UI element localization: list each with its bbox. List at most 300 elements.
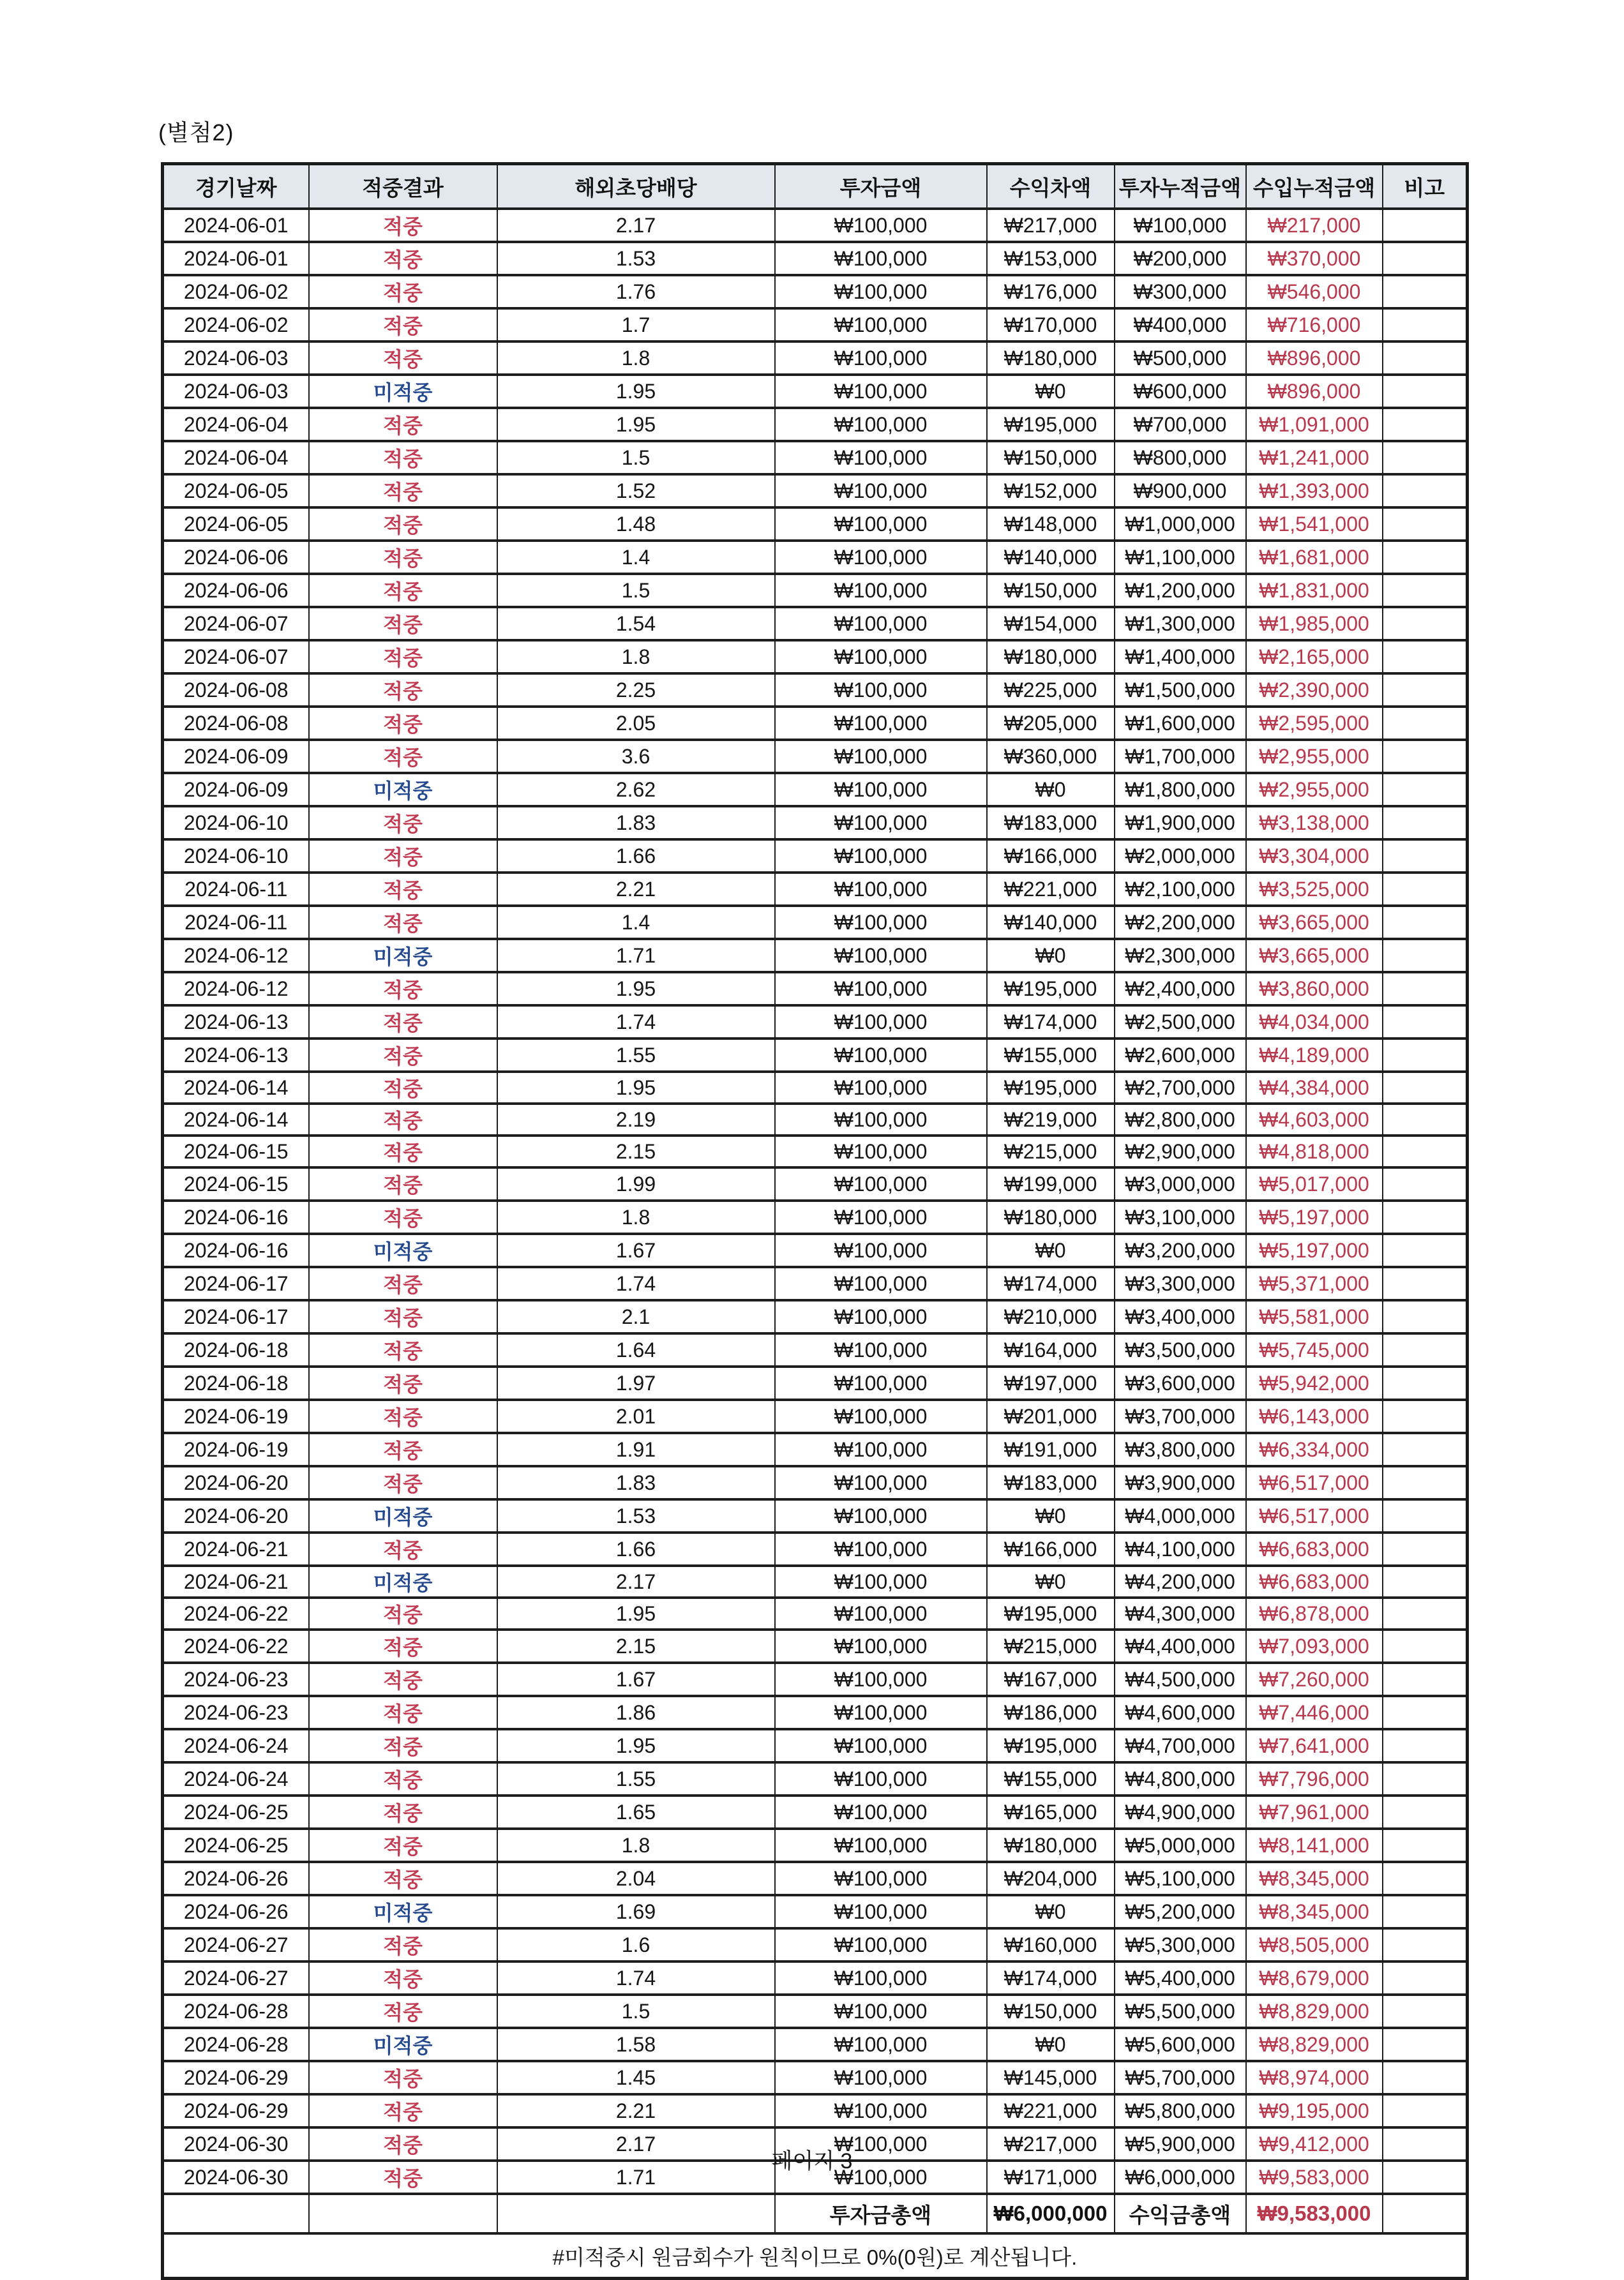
- cell-odds: 2.25: [497, 673, 775, 707]
- cell-cumulative-invest: ₩1,000,000: [1115, 507, 1246, 541]
- cell-profit: ₩195,000: [987, 1729, 1115, 1762]
- cell-invest: ₩100,000: [775, 873, 987, 906]
- table-row: [163, 574, 1468, 607]
- cell-remark: [1383, 1598, 1468, 1630]
- cell-date: 2024-06-14: [163, 1072, 309, 1104]
- cell-date: 2024-06-14: [163, 1104, 309, 1136]
- cell-odds: 1.71: [497, 2161, 775, 2194]
- cell-remark: [1383, 1039, 1468, 1072]
- cell-odds: 2.01: [497, 1400, 775, 1433]
- table-row: [163, 1663, 1468, 1696]
- table-row: [163, 1862, 1468, 1895]
- cell-cumulative-income: ₩8,829,000: [1246, 2028, 1383, 2061]
- cell-profit: ₩201,000: [987, 1400, 1115, 1433]
- table-row: [163, 1961, 1468, 1995]
- cell-cumulative-income: ₩8,345,000: [1246, 1895, 1383, 1928]
- cell-result: 적중: [309, 1696, 497, 1729]
- cell-cumulative-income: ₩6,878,000: [1246, 1598, 1383, 1630]
- cell-remark: [1383, 1201, 1468, 1234]
- cell-date: 2024-06-08: [163, 707, 309, 740]
- cell-remark: [1383, 1167, 1468, 1201]
- cell-result: 적중: [309, 1104, 497, 1136]
- cell-cumulative-income: ₩1,541,000: [1246, 507, 1383, 541]
- cell-remark: [1383, 1533, 1468, 1566]
- cell-date: 2024-06-16: [163, 1201, 309, 1234]
- cell-remark: [1383, 1367, 1468, 1400]
- cell-cumulative-income: ₩1,681,000: [1246, 541, 1383, 574]
- cell-profit: ₩221,000: [987, 2094, 1115, 2127]
- cell-odds: 1.95: [497, 1072, 775, 1104]
- cell-cumulative-invest: ₩1,800,000: [1115, 773, 1246, 806]
- cell-odds: 1.95: [497, 375, 775, 408]
- cell-invest: ₩100,000: [775, 1928, 987, 1961]
- cell-result: 적중: [309, 1862, 497, 1895]
- cell-date: 2024-06-04: [163, 441, 309, 474]
- cell-result: 적중: [309, 1995, 497, 2028]
- cell-cumulative-invest: ₩3,400,000: [1115, 1300, 1246, 1333]
- cell-cumulative-invest: ₩4,400,000: [1115, 1630, 1246, 1663]
- table-row: [163, 1499, 1468, 1533]
- cell-profit: ₩360,000: [987, 740, 1115, 773]
- table-row: [163, 607, 1468, 640]
- cell-result: 적중: [309, 640, 497, 673]
- cell-result: 적중: [309, 607, 497, 640]
- cell-invest: ₩100,000: [775, 209, 987, 242]
- cell-remark: [1383, 806, 1468, 839]
- cell-odds: 1.95: [497, 972, 775, 1005]
- table-row: [163, 1895, 1468, 1928]
- cell-result: 적중: [309, 341, 497, 375]
- cell-date: 2024-06-26: [163, 1862, 309, 1895]
- cell-odds: 2.17: [497, 1566, 775, 1598]
- cell-remark: [1383, 839, 1468, 873]
- cell-cumulative-invest: ₩5,000,000: [1115, 1829, 1246, 1862]
- cell-date: 2024-06-21: [163, 1566, 309, 1598]
- cell-date: 2024-06-17: [163, 1267, 309, 1300]
- table-row: [163, 1072, 1468, 1104]
- cell-remark: [1383, 507, 1468, 541]
- cell-empty: [163, 2194, 309, 2233]
- cell-invest: ₩100,000: [775, 1995, 987, 2028]
- cell-odds: 1.66: [497, 839, 775, 873]
- cell-odds: 1.99: [497, 1167, 775, 1201]
- table-row: [163, 1234, 1468, 1267]
- table-row: [163, 1201, 1468, 1234]
- cell-cumulative-invest: ₩1,500,000: [1115, 673, 1246, 707]
- cell-cumulative-income: ₩1,091,000: [1246, 408, 1383, 441]
- cell-result: 적중: [309, 1533, 497, 1566]
- cell-result: 미적중: [309, 1499, 497, 1533]
- cell-cumulative-income: ₩8,345,000: [1246, 1862, 1383, 1895]
- cell-profit: ₩167,000: [987, 1663, 1115, 1696]
- cell-profit: ₩170,000: [987, 308, 1115, 341]
- cell-profit: ₩154,000: [987, 607, 1115, 640]
- cell-result: 적중: [309, 1201, 497, 1234]
- cell-remark: [1383, 873, 1468, 906]
- cell-cumulative-income: ₩7,446,000: [1246, 1696, 1383, 1729]
- cell-odds: 1.48: [497, 507, 775, 541]
- cell-cumulative-income: ₩2,390,000: [1246, 673, 1383, 707]
- cell-empty: [309, 2194, 497, 2233]
- cell-invest: ₩100,000: [775, 1796, 987, 1829]
- cell-cumulative-invest: ₩4,300,000: [1115, 1598, 1246, 1630]
- cell-invest: ₩100,000: [775, 1499, 987, 1533]
- table-row: [163, 839, 1468, 873]
- cell-remark: [1383, 408, 1468, 441]
- cell-invest: ₩100,000: [775, 1167, 987, 1201]
- cell-result: 적중: [309, 1267, 497, 1300]
- attachment-label: (별첨2): [158, 119, 234, 146]
- cell-date: 2024-06-29: [163, 2061, 309, 2094]
- cell-date: 2024-06-13: [163, 1005, 309, 1039]
- cell-invest: ₩100,000: [775, 275, 987, 308]
- cell-cumulative-invest: ₩400,000: [1115, 308, 1246, 341]
- cell-date: 2024-06-15: [163, 1136, 309, 1167]
- cell-odds: 2.19: [497, 1104, 775, 1136]
- table-row: [163, 707, 1468, 740]
- cell-profit: ₩215,000: [987, 1136, 1115, 1167]
- cell-date: 2024-06-07: [163, 607, 309, 640]
- cell-cumulative-income: ₩1,393,000: [1246, 474, 1383, 507]
- cell-odds: 1.8: [497, 640, 775, 673]
- cell-date: 2024-06-07: [163, 640, 309, 673]
- cell-profit: ₩155,000: [987, 1762, 1115, 1796]
- cell-cumulative-income: ₩3,525,000: [1246, 873, 1383, 906]
- cell-invest: ₩100,000: [775, 806, 987, 839]
- cell-invest: ₩100,000: [775, 474, 987, 507]
- cell-profit: ₩174,000: [987, 1961, 1115, 1995]
- cell-result: 적중: [309, 1167, 497, 1201]
- cell-remark: [1383, 209, 1468, 242]
- cell-invest: ₩100,000: [775, 1533, 987, 1566]
- cell-invest: ₩100,000: [775, 2127, 987, 2161]
- cell-profit: ₩183,000: [987, 1466, 1115, 1499]
- cell-cumulative-income: ₩4,189,000: [1246, 1039, 1383, 1072]
- income-total-value: ₩9,583,000: [1246, 2194, 1383, 2233]
- cell-result: 미적중: [309, 939, 497, 972]
- table-row: [163, 308, 1468, 341]
- cell-cumulative-income: ₩7,641,000: [1246, 1729, 1383, 1762]
- cell-cumulative-income: ₩6,517,000: [1246, 1466, 1383, 1499]
- cell-odds: 1.97: [497, 1367, 775, 1400]
- cell-invest: ₩100,000: [775, 1829, 987, 1862]
- cell-odds: 1.95: [497, 1598, 775, 1630]
- cell-cumulative-invest: ₩300,000: [1115, 275, 1246, 308]
- cell-odds: 1.83: [497, 1466, 775, 1499]
- table-row: [163, 541, 1468, 574]
- cell-profit: ₩0: [987, 1566, 1115, 1598]
- cell-date: 2024-06-12: [163, 939, 309, 972]
- cell-odds: 1.6: [497, 1928, 775, 1961]
- note-text: #미적중시 원금회수가 원칙이므로 0%(0원)로 계산됩니다.: [163, 2233, 1468, 2279]
- cell-cumulative-income: ₩4,818,000: [1246, 1136, 1383, 1167]
- cell-profit: ₩195,000: [987, 1598, 1115, 1630]
- cell-invest: ₩100,000: [775, 1762, 987, 1796]
- cell-remark: [1383, 441, 1468, 474]
- column-header: 비고: [1383, 164, 1468, 209]
- table-row: [163, 1400, 1468, 1433]
- table-row: [163, 939, 1468, 972]
- cell-invest: ₩100,000: [775, 341, 987, 375]
- cell-cumulative-invest: ₩3,800,000: [1115, 1433, 1246, 1466]
- cell-profit: ₩199,000: [987, 1167, 1115, 1201]
- cell-invest: ₩100,000: [775, 1039, 987, 1072]
- cell-date: 2024-06-20: [163, 1466, 309, 1499]
- cell-cumulative-invest: ₩2,700,000: [1115, 1072, 1246, 1104]
- cell-profit: ₩204,000: [987, 1862, 1115, 1895]
- cell-invest: ₩100,000: [775, 1300, 987, 1333]
- table-row: [163, 2094, 1468, 2127]
- cell-cumulative-income: ₩8,974,000: [1246, 2061, 1383, 2094]
- cell-cumulative-income: ₩9,412,000: [1246, 2127, 1383, 2161]
- cell-date: 2024-06-30: [163, 2161, 309, 2194]
- table-row: [163, 209, 1468, 242]
- cell-cumulative-invest: ₩2,300,000: [1115, 939, 1246, 972]
- cell-profit: ₩0: [987, 773, 1115, 806]
- cell-remark: [1383, 1400, 1468, 1433]
- cell-profit: ₩155,000: [987, 1039, 1115, 1072]
- cell-result: 적중: [309, 1072, 497, 1104]
- cell-profit: ₩150,000: [987, 441, 1115, 474]
- cell-cumulative-invest: ₩900,000: [1115, 474, 1246, 507]
- cell-profit: ₩225,000: [987, 673, 1115, 707]
- cell-cumulative-income: ₩7,796,000: [1246, 1762, 1383, 1796]
- cell-cumulative-invest: ₩5,500,000: [1115, 1995, 1246, 2028]
- cell-result: 적중: [309, 2094, 497, 2127]
- cell-result: 적중: [309, 1961, 497, 1995]
- cell-remark: [1383, 1005, 1468, 1039]
- cell-remark: [1383, 972, 1468, 1005]
- header-row: [163, 164, 1468, 209]
- cell-result: 적중: [309, 541, 497, 574]
- cell-date: 2024-06-09: [163, 773, 309, 806]
- cell-cumulative-invest: ₩5,100,000: [1115, 1862, 1246, 1895]
- cell-cumulative-invest: ₩4,700,000: [1115, 1729, 1246, 1762]
- cell-cumulative-income: ₩5,017,000: [1246, 1167, 1383, 1201]
- cell-profit: ₩180,000: [987, 1201, 1115, 1234]
- cell-remark: [1383, 640, 1468, 673]
- cell-invest: ₩100,000: [775, 1729, 987, 1762]
- cell-cumulative-invest: ₩5,700,000: [1115, 2061, 1246, 2094]
- cell-date: 2024-06-06: [163, 541, 309, 574]
- cell-result: 적중: [309, 242, 497, 275]
- cell-odds: 1.55: [497, 1762, 775, 1796]
- cell-invest: ₩100,000: [775, 1201, 987, 1234]
- cell-date: 2024-06-10: [163, 839, 309, 873]
- cell-result: 미적중: [309, 375, 497, 408]
- cell-invest: ₩100,000: [775, 673, 987, 707]
- income-total-label: 수익금총액: [1115, 2194, 1246, 2233]
- cell-odds: 2.15: [497, 1630, 775, 1663]
- cell-invest: ₩100,000: [775, 1862, 987, 1895]
- cell-profit: ₩217,000: [987, 209, 1115, 242]
- table-row: [163, 474, 1468, 507]
- cell-profit: ₩195,000: [987, 1072, 1115, 1104]
- cell-cumulative-invest: ₩5,200,000: [1115, 1895, 1246, 1928]
- table-row: [163, 1300, 1468, 1333]
- invest-total-label: 투자금총액: [775, 2194, 987, 2233]
- cell-profit: ₩148,000: [987, 507, 1115, 541]
- cell-cumulative-invest: ₩800,000: [1115, 441, 1246, 474]
- cell-profit: ₩180,000: [987, 341, 1115, 375]
- cell-date: 2024-06-24: [163, 1729, 309, 1762]
- cell-cumulative-income: ₩6,517,000: [1246, 1499, 1383, 1533]
- table-row: [163, 1829, 1468, 1862]
- cell-cumulative-invest: ₩600,000: [1115, 375, 1246, 408]
- cell-invest: ₩100,000: [775, 939, 987, 972]
- cell-invest: ₩100,000: [775, 1367, 987, 1400]
- cell-result: 적중: [309, 1928, 497, 1961]
- cell-invest: ₩100,000: [775, 1104, 987, 1136]
- cell-remark: [1383, 1995, 1468, 2028]
- cell-invest: ₩100,000: [775, 242, 987, 275]
- cell-result: 적중: [309, 574, 497, 607]
- cell-date: 2024-06-02: [163, 275, 309, 308]
- cell-result: 적중: [309, 1762, 497, 1796]
- table-row: [163, 1566, 1468, 1598]
- cell-result: 적중: [309, 1005, 497, 1039]
- table-row: [163, 1167, 1468, 1201]
- cell-cumulative-invest: ₩5,600,000: [1115, 2028, 1246, 2061]
- cell-invest: ₩100,000: [775, 1466, 987, 1499]
- cell-odds: 1.65: [497, 1796, 775, 1829]
- cell-cumulative-invest: ₩4,000,000: [1115, 1499, 1246, 1533]
- cell-invest: ₩100,000: [775, 1005, 987, 1039]
- cell-invest: ₩100,000: [775, 2094, 987, 2127]
- cell-odds: 1.64: [497, 1333, 775, 1367]
- cell-remark: [1383, 1895, 1468, 1928]
- cell-remark: [1383, 1829, 1468, 1862]
- cell-cumulative-income: ₩1,985,000: [1246, 607, 1383, 640]
- cell-profit: ₩195,000: [987, 972, 1115, 1005]
- cell-date: 2024-06-09: [163, 740, 309, 773]
- cell-result: 적중: [309, 1663, 497, 1696]
- column-header: 경기날짜: [163, 164, 309, 209]
- column-header: 적중결과: [309, 164, 497, 209]
- cell-cumulative-invest: ₩100,000: [1115, 209, 1246, 242]
- cell-odds: 1.4: [497, 541, 775, 574]
- cell-odds: 1.7: [497, 308, 775, 341]
- cell-date: 2024-06-05: [163, 507, 309, 541]
- cell-cumulative-invest: ₩5,900,000: [1115, 2127, 1246, 2161]
- cell-invest: ₩100,000: [775, 1400, 987, 1433]
- cell-odds: 1.74: [497, 1005, 775, 1039]
- cell-odds: 2.15: [497, 1136, 775, 1167]
- cell-remark: [1383, 1499, 1468, 1533]
- cell-profit: ₩152,000: [987, 474, 1115, 507]
- cell-profit: ₩0: [987, 1234, 1115, 1267]
- cell-result: 적중: [309, 1729, 497, 1762]
- table-row: [163, 1696, 1468, 1729]
- cell-remark: [1383, 541, 1468, 574]
- cell-cumulative-invest: ₩2,500,000: [1115, 1005, 1246, 1039]
- cell-remark: [1383, 474, 1468, 507]
- cell-profit: ₩150,000: [987, 574, 1115, 607]
- cell-remark: [1383, 1300, 1468, 1333]
- cell-odds: 1.76: [497, 275, 775, 308]
- cell-odds: 1.95: [497, 1729, 775, 1762]
- table-row: [163, 1136, 1468, 1167]
- cell-cumulative-income: ₩8,679,000: [1246, 1961, 1383, 1995]
- total-row: [163, 2194, 1468, 2233]
- cell-profit: ₩191,000: [987, 1433, 1115, 1466]
- cell-profit: ₩150,000: [987, 1995, 1115, 2028]
- cell-date: 2024-06-23: [163, 1663, 309, 1696]
- table-row: [163, 1630, 1468, 1663]
- cell-date: 2024-06-13: [163, 1039, 309, 1072]
- table-row: [163, 740, 1468, 773]
- cell-profit: ₩0: [987, 2028, 1115, 2061]
- cell-cumulative-income: ₩3,304,000: [1246, 839, 1383, 873]
- cell-cumulative-income: ₩7,260,000: [1246, 1663, 1383, 1696]
- page-number: 페이지 3: [771, 2149, 853, 2173]
- cell-odds: 1.69: [497, 1895, 775, 1928]
- cell-cumulative-invest: ₩1,400,000: [1115, 640, 1246, 673]
- cell-odds: 1.5: [497, 574, 775, 607]
- cell-odds: 1.95: [497, 408, 775, 441]
- cell-date: 2024-06-17: [163, 1300, 309, 1333]
- cell-odds: 2.17: [497, 2127, 775, 2161]
- cell-result: 적중: [309, 441, 497, 474]
- cell-odds: 1.67: [497, 1234, 775, 1267]
- cell-cumulative-invest: ₩4,800,000: [1115, 1762, 1246, 1796]
- cell-result: 적중: [309, 2161, 497, 2194]
- cell-invest: ₩100,000: [775, 773, 987, 806]
- cell-cumulative-invest: ₩2,000,000: [1115, 839, 1246, 873]
- cell-invest: ₩100,000: [775, 375, 987, 408]
- table-row: [163, 1995, 1468, 2028]
- table-row: [163, 773, 1468, 806]
- cell-odds: 1.55: [497, 1039, 775, 1072]
- cell-cumulative-income: ₩4,603,000: [1246, 1104, 1383, 1136]
- cell-profit: ₩197,000: [987, 1367, 1115, 1400]
- cell-odds: 2.21: [497, 2094, 775, 2127]
- cell-invest: ₩100,000: [775, 441, 987, 474]
- column-header: 수익차액: [987, 164, 1115, 209]
- cell-odds: 1.53: [497, 1499, 775, 1533]
- cell-cumulative-invest: ₩3,500,000: [1115, 1333, 1246, 1367]
- cell-date: 2024-06-19: [163, 1400, 309, 1433]
- cell-date: 2024-06-04: [163, 408, 309, 441]
- cell-remark: [1383, 1466, 1468, 1499]
- cell-profit: ₩219,000: [987, 1104, 1115, 1136]
- cell-profit: ₩0: [987, 375, 1115, 408]
- cell-cumulative-invest: ₩5,300,000: [1115, 1928, 1246, 1961]
- cell-profit: ₩165,000: [987, 1796, 1115, 1829]
- cell-cumulative-invest: ₩700,000: [1115, 408, 1246, 441]
- cell-remark: [1383, 1136, 1468, 1167]
- cell-cumulative-income: ₩2,165,000: [1246, 640, 1383, 673]
- cell-date: 2024-06-28: [163, 1995, 309, 2028]
- table-row: [163, 275, 1468, 308]
- cell-remark: [1383, 1762, 1468, 1796]
- cell-cumulative-invest: ₩3,700,000: [1115, 1400, 1246, 1433]
- cell-date: 2024-06-02: [163, 308, 309, 341]
- cell-cumulative-invest: ₩200,000: [1115, 242, 1246, 275]
- cell-odds: 1.71: [497, 939, 775, 972]
- cell-odds: 1.53: [497, 242, 775, 275]
- cell-cumulative-income: ₩7,093,000: [1246, 1630, 1383, 1663]
- cell-date: 2024-06-03: [163, 341, 309, 375]
- invest-total-value: ₩6,000,000: [987, 2194, 1115, 2233]
- cell-date: 2024-06-03: [163, 375, 309, 408]
- cell-profit: ₩145,000: [987, 2061, 1115, 2094]
- cell-invest: ₩100,000: [775, 1663, 987, 1696]
- cell-result: 적중: [309, 474, 497, 507]
- cell-remark: [1383, 574, 1468, 607]
- cell-cumulative-income: ₩5,942,000: [1246, 1367, 1383, 1400]
- cell-cumulative-income: ₩896,000: [1246, 341, 1383, 375]
